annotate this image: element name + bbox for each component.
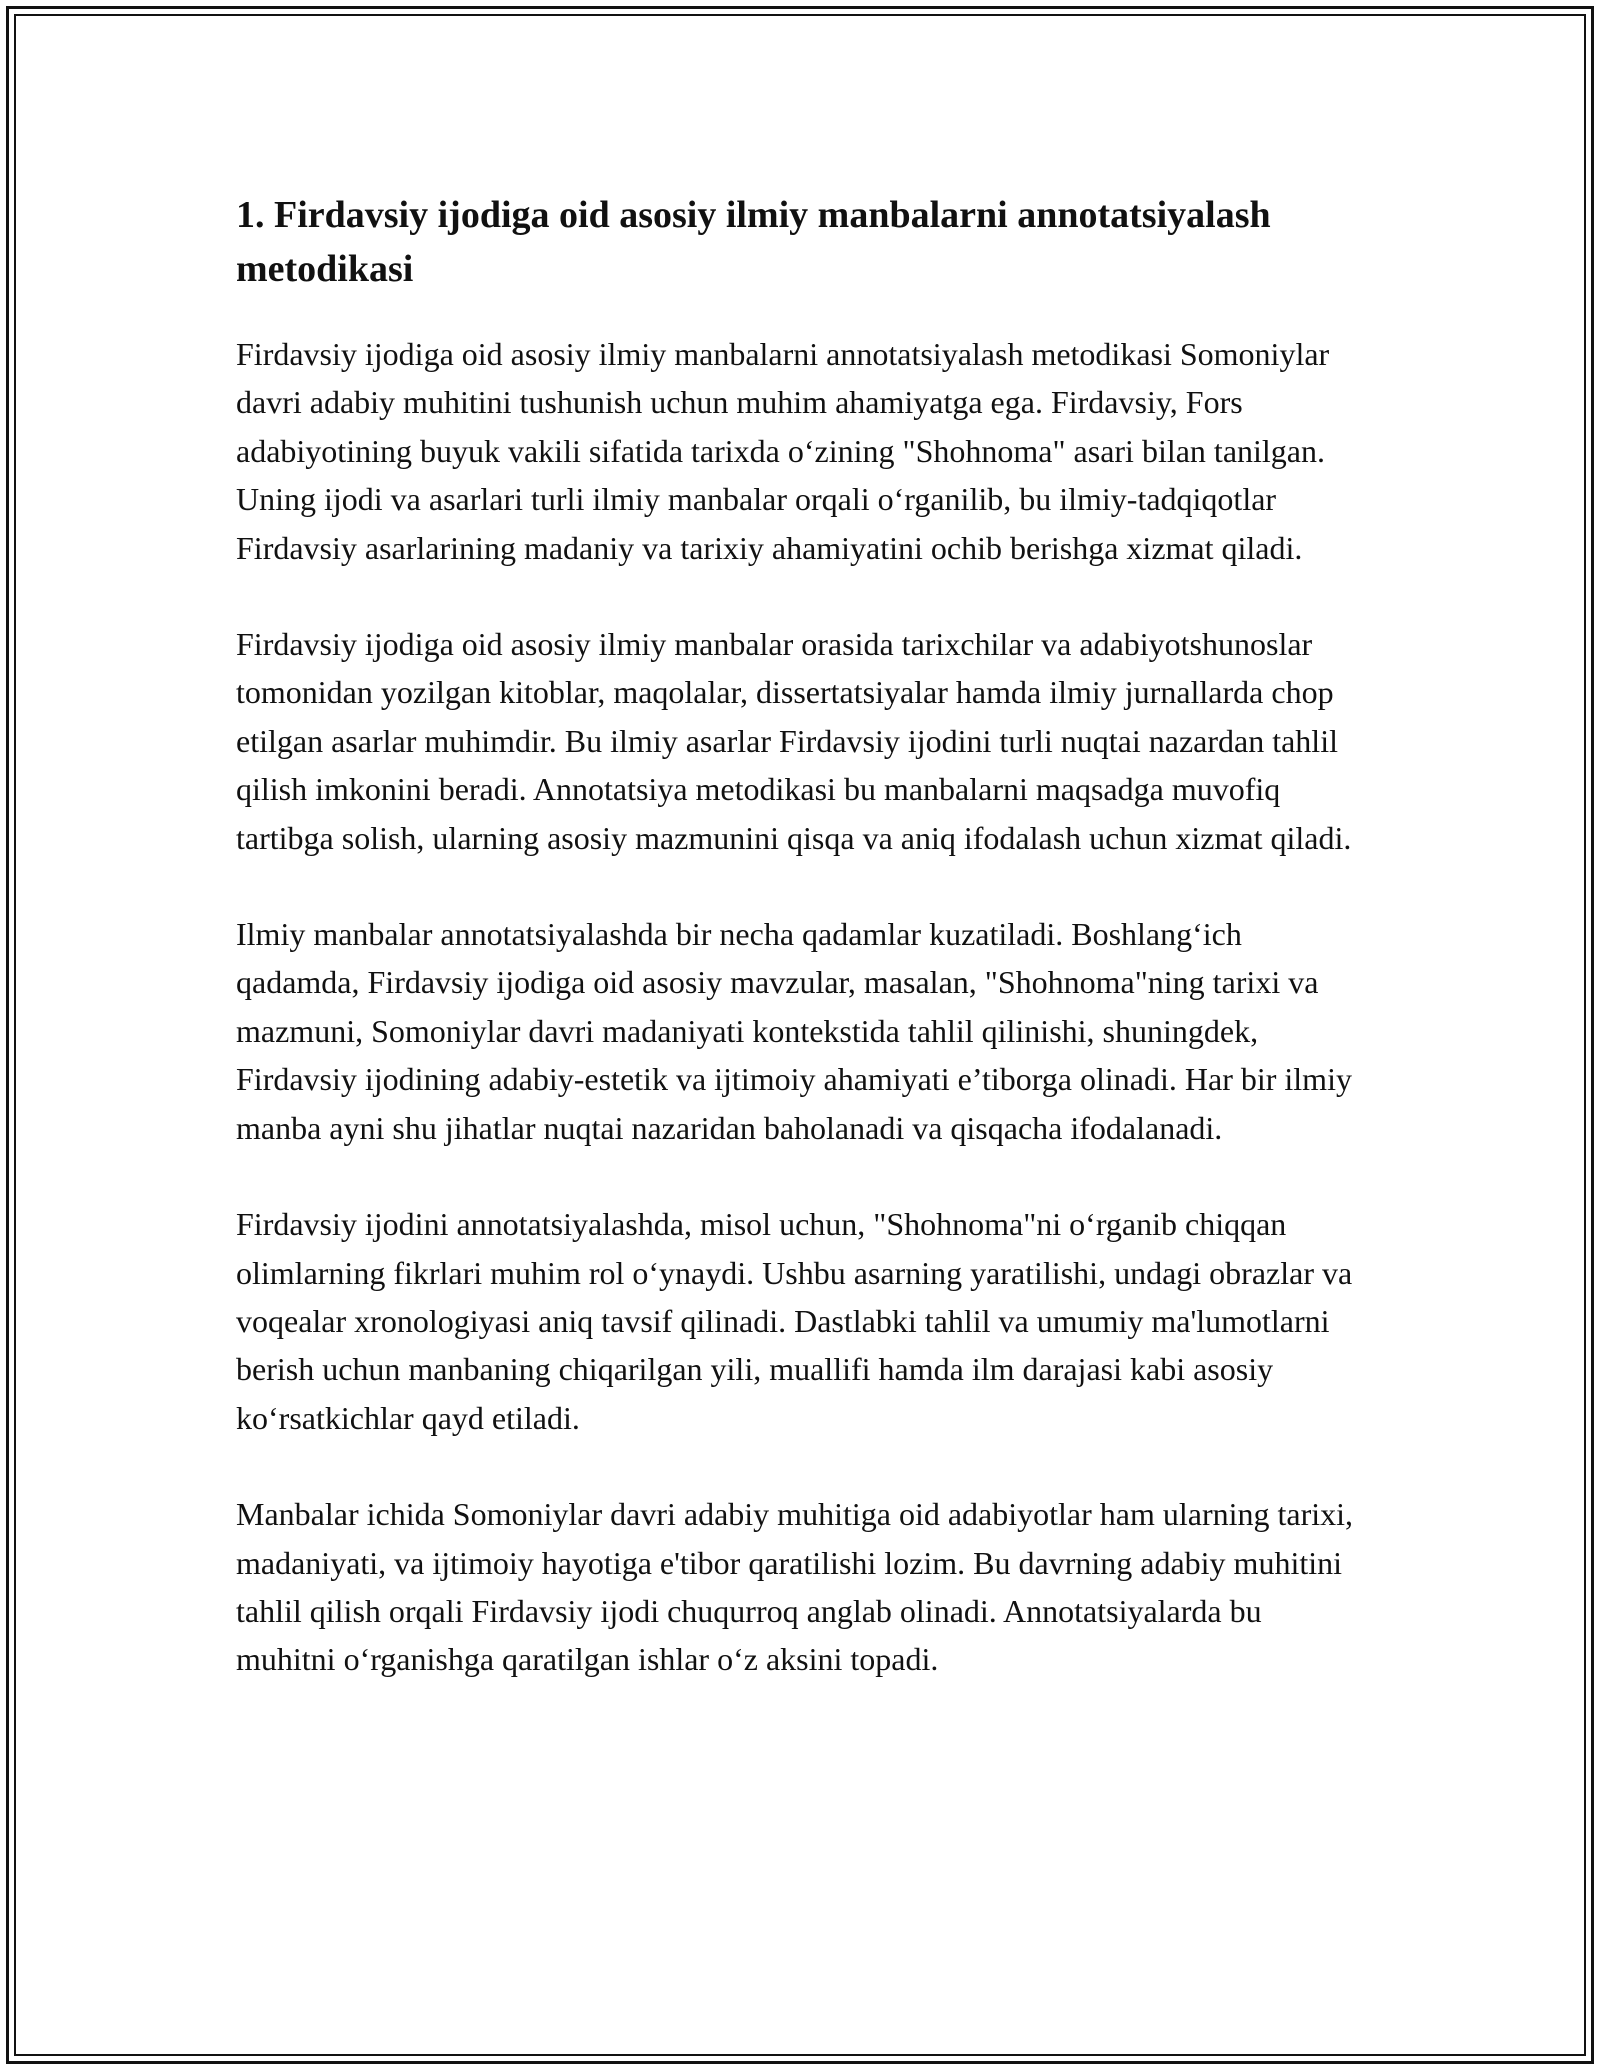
paragraph-5: Manbalar ichida Somoniylar davri adabiy muhitiga oid adabiyotlar ham ularning tarixi, madaniyati, va ijtimoiy hayotiga e'tibor qaratilishi lozim. Bu davrning adabiy muhitini tahlil qilish orqali Firdavsiy ijodi chuqurroq anglab olinadi. Annotatsiyalarda bu muhitni o‘rganishga qaratilgan ishlar o‘z aksini topadi. — [236, 1496, 1354, 1678]
paragraph-1: Firdavsiy ijodiga oid asosiy ilmiy manbalarni annotatsiyalash metodikasi Somoniylar davri adabiy muhitini tushunish uchun muhim ahamiyatga ega. Firdavsiy, Fors adabiyotining buyuk vakili sifatida tarixda o‘zining "Shohnoma" asari bilan tanilgan. Uning ijodi va asarlari turli ilmiy manbalar orqali o‘rganilib, bu ilmiy-tadqiqotlar Firdavsiy asarlarining madaniy va tarixiy ahamiyatini ochib berishga xizmat qiladi. — [236, 336, 1330, 566]
document-body — [236, 188, 1366, 1732]
paragraph-3: Ilmiy manbalar annotatsiyalashda bir necha qadamlar kuzatiladi. Boshlang‘ich qadamda, Firdavsiy ijodiga oid asosiy mavzular, masalan, "Shohnoma"ning tarixi va mazmuni, Somoniylar davri madaniyati kontekstida tahlil qilinishi, shuningdek, Firdavsiy ijodining adabiy-estetik va ijtimoiy ahamiyati e’tiborga olinadi. Har bir ilmiy manba ayni shu jihatlar nuqtai nazaridan baholanadi va qisqacha ifodalanadi. — [236, 916, 1352, 1146]
paragraph-4: Firdavsiy ijodini annotatsiyalashda, misol uchun, "Shohnoma"ni o‘rganib chiqqan olimlarning fikrlari muhim rol o‘ynaydi. Ushbu asarning yaratilishi, undagi obrazlar va voqealar xronologiyasi aniq tavsif qilinadi. Dastlabki tahlil va umumiy ma'lumotlarni berish uchun manbaning chiqarilgan yili, muallifi hamda ilm darajasi kabi asosiy ko‘rsatkichlar qayd etiladi. — [236, 1206, 1353, 1436]
section-heading: 1. Firdavsiy ijodiga oid asosiy ilmiy manbalarni annotatsiyalash metodikasi — [236, 194, 1271, 290]
paragraph-2: Firdavsiy ijodiga oid asosiy ilmiy manbalar orasida tarixchilar va adabiyotshunoslar tomonidan yozilgan kitoblar, maqolalar, dissertatsiyalar hamda ilmiy jurnallarda chop etilgan asarlar muhimdir. Bu ilmiy asarlar Firdavsiy ijodini turli nuqtai nazardan tahlil qilish imkonini beradi. Annotatsiya metodikasi bu manbalarni maqsadga muvofiq tartibga solish, ularning asosiy mazmunini qisqa va aniq ifodalash uchun xizmat qiladi. — [236, 626, 1352, 856]
